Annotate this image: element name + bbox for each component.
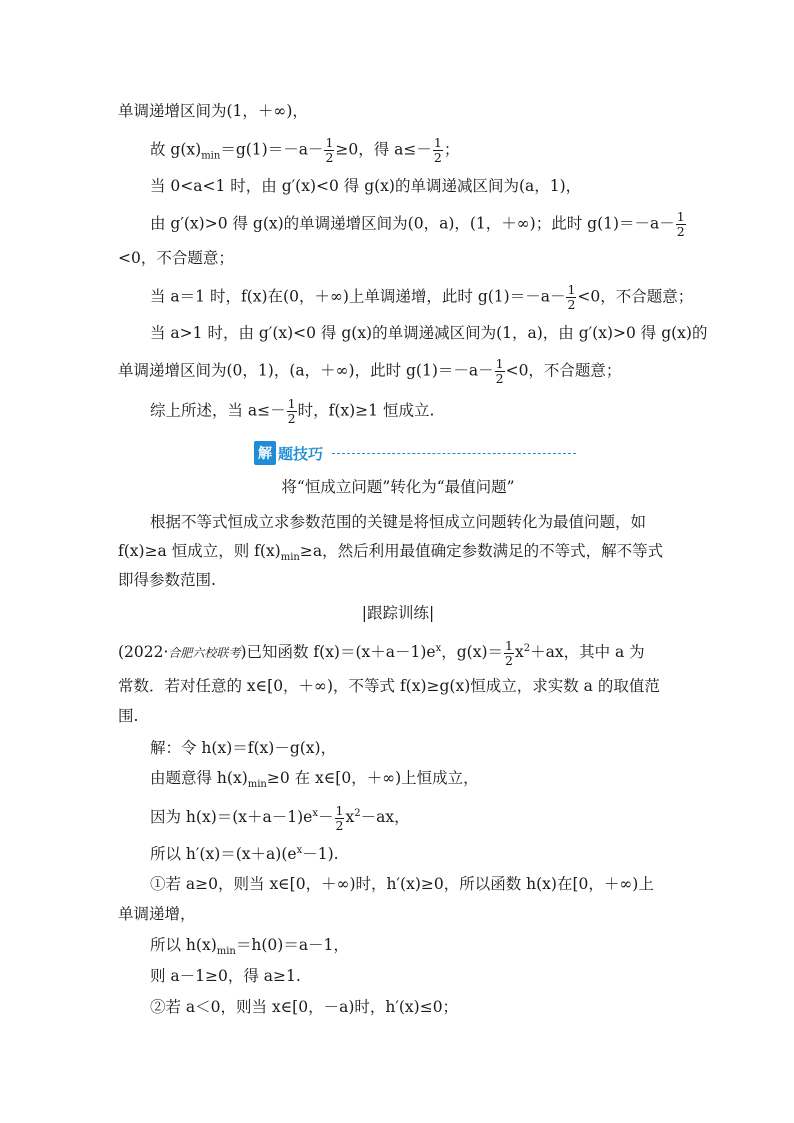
text-line: 单调递增区间为(1，＋∞)， xyxy=(118,102,308,120)
text-line: ①若 a≥0，则当 x∈[0，＋∞)时，h′(x)≥0，所以函数 h(x)在[0，＋∞)上 xyxy=(150,875,654,893)
text-line: 当 a>1 时，由 g′(x)<0 得 g(x)的单调递减区间为(1，a)，由 g′(x)>0 得 g(x)的 xyxy=(150,324,708,342)
text-line: 故 $g(x)_{min}=g(1)=-a-$ $\frac{1}{2}$ ≥0，得 a≤－ $\frac{1}{2}$ ； xyxy=(150,135,460,165)
text-line: ②若 a＜0，则当 x∈[0，－a)时，h′(x)≤0； xyxy=(150,998,459,1016)
fraction: $\frac{1}{2}$ xyxy=(325,135,334,165)
fraction: $\frac{1}{2}$ xyxy=(676,209,685,239)
source-label: 合肥六校联考 xyxy=(168,646,241,661)
tip-divider xyxy=(332,453,576,454)
tip-title: 题技巧 xyxy=(278,444,324,463)
fraction: $\frac{1}{2}$ xyxy=(433,135,442,165)
text-line: 常数．若对任意的 x∈[0，＋∞)，不等式 f(x)≥g(x)恒成立，求实数 a 的取值范 xyxy=(118,677,660,695)
text-line: 根据不等式恒成立求参数范围的关键是将恒成立问题转化为最值问题，如 xyxy=(150,513,647,531)
text-line: 单调递增区间为(0，1)，(a，＋∞)，此时 g(1)＝－a－ $\frac{1}{2}$ <0，不合题意； xyxy=(118,356,622,386)
text-line: 当 0<a<1 时，由 g′(x)<0 得 g(x)的单调递减区间为(a，1)， xyxy=(150,177,582,195)
text-line: 由 g′(x)>0 得 g(x)的单调递增区间为(0，a)，(1，＋∞)；此时 g(1)＝－a－ $\frac{1}{2}$ xyxy=(150,209,685,239)
text-line: (2022·合肥六校联考)已知函数 $f(x)=(x+a-1)e^x$，g(x)＝ $\frac{1}{2}$ $x^2+ax$，其中 a 为 xyxy=(118,637,645,668)
text-line: 由题意得 $h(x)_{min}\ge 0$ 在 x∈[0，＋∞)上恒成立， xyxy=(150,769,479,791)
text-line: <0，不合题意； xyxy=(118,249,234,267)
fraction: $\frac{1}{2}$ xyxy=(567,282,576,312)
text-line: 解：令 h(x)＝f(x)－g(x)， xyxy=(150,739,337,757)
text-line: 因为 $h(x)=(x+a-1)e^x-$ $\frac{1}{2}$ $x^2-ax$， xyxy=(150,802,410,833)
text-line: 所以 $h'(x)=(x+a)(e^x-1)$. xyxy=(150,845,339,864)
tip-heading: 将“恒成立问题”转化为“最值问题” xyxy=(281,478,515,496)
fraction: $\frac{1}{2}$ xyxy=(287,396,296,426)
text-line: 综上所述，当 a≤－ $\frac{1}{2}$ 时，f(x)≥1 恒成立. xyxy=(150,396,435,426)
fraction: $\frac{1}{2}$ xyxy=(505,637,513,668)
text-line: 所以 $h(x)_{min}=h(0)=a-1$， xyxy=(150,936,349,958)
text-line: 则 a－1≥0，得 a≥1. xyxy=(150,967,301,985)
fraction: $\frac{1}{2}$ xyxy=(495,356,504,386)
text-line: 即得参数范围. xyxy=(118,571,216,589)
text-line: 当 a＝1 时，f(x)在(0，＋∞)上单调递增，此时 g(1)＝－a－ $\frac{1}{2}$ <0，不合题意； xyxy=(150,282,694,312)
section-heading: |跟踪训练| xyxy=(361,604,435,622)
fraction: $\frac{1}{2}$ xyxy=(335,802,344,833)
text-line: f(x)≥a 恒成立，则 $f(x)_{min}\ge a$，然后利用最值确定参数满足的不等式，解不等式 xyxy=(118,542,664,564)
text-line: 围. xyxy=(118,707,139,725)
tip-header xyxy=(254,441,323,465)
text-line: 单调递增， xyxy=(118,905,196,923)
tip-badge: 解 xyxy=(254,441,276,465)
